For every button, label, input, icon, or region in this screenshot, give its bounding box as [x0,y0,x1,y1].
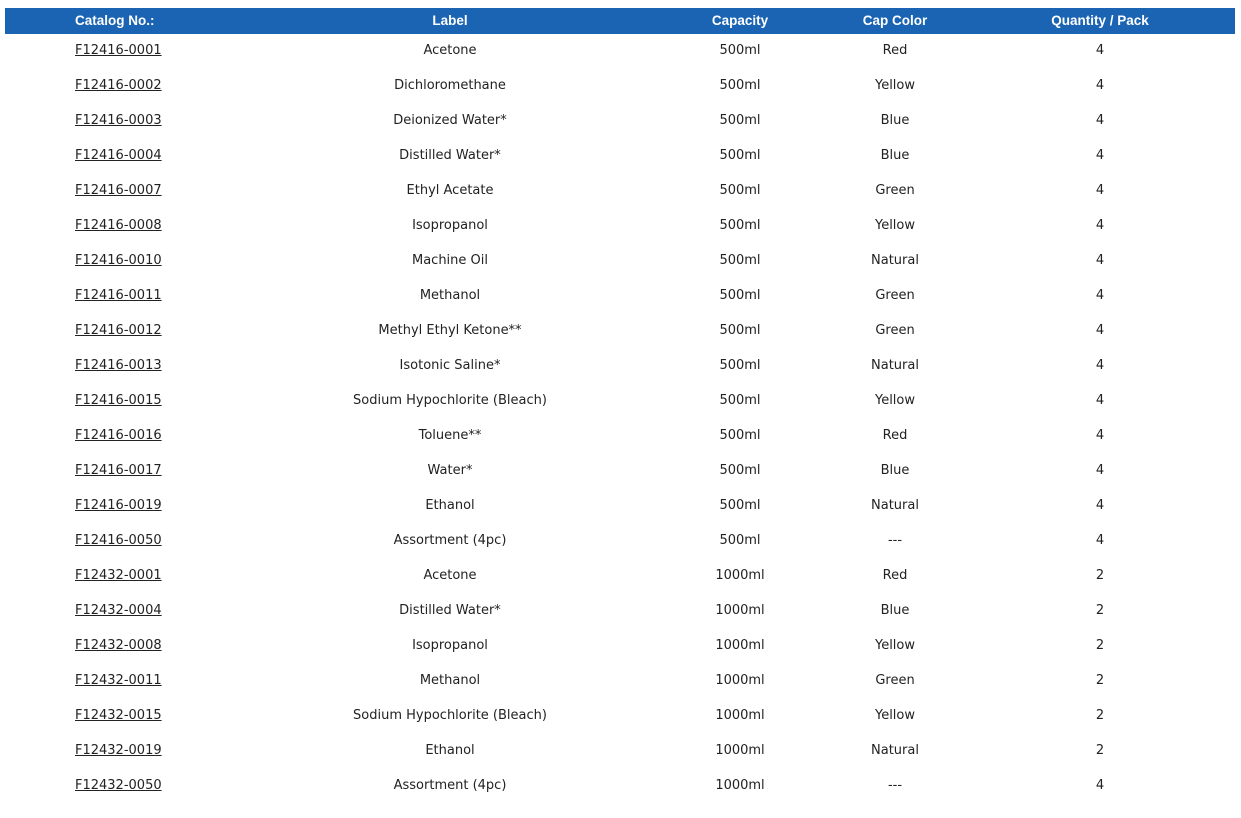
header-row [5,8,1235,34]
table-row [5,629,1235,664]
catalog-cell [5,524,245,559]
quantity-cell: 2 [1095,673,1105,688]
catalog-cell [5,769,245,804]
catalog-link[interactable]: F12416-0019 [75,498,162,513]
quantity-cell: 4 [1095,148,1105,163]
label-cell: Isopropanol [412,638,488,653]
label-cell: Toluene** [418,428,482,443]
catalog-cell [5,139,245,174]
cap-color-cell: Blue [880,113,910,128]
table-row [5,139,1235,174]
catalog-cell [5,209,245,244]
label-cell: Water* [427,463,473,478]
catalog-link[interactable]: F12416-0012 [75,323,162,338]
cap-color-cell: Yellow [874,393,916,408]
catalog-link[interactable]: F12416-0007 [75,183,162,198]
catalog-link[interactable]: F12416-0015 [75,393,162,408]
catalog-cell [5,734,245,769]
catalog-link[interactable]: F12416-0004 [75,148,162,163]
label-cell: Acetone [423,43,477,58]
catalog-cell [5,34,245,69]
header-capacity: Capacity [711,13,769,28]
catalog-cell [5,454,245,489]
catalog-cell [5,279,245,314]
capacity-cell: 500ml [719,113,761,128]
capacity-cell: 500ml [719,358,761,373]
table-body [5,34,1235,804]
quantity-cell: 2 [1095,603,1105,618]
table-row [5,244,1235,279]
catalog-cell [5,384,245,419]
catalog-link[interactable]: F12416-0050 [75,533,162,548]
catalog-cell [5,174,245,209]
capacity-cell: 500ml [719,183,761,198]
capacity-cell: 500ml [719,288,761,303]
capacity-cell: 500ml [719,148,761,163]
cap-color-cell: Red [882,568,908,583]
cap-color-cell: Green [875,673,915,688]
table-row [5,489,1235,524]
quantity-cell: 4 [1095,78,1105,93]
cap-color-cell: Green [875,323,915,338]
catalog-cell [5,419,245,454]
header-cap-color: Cap Color [862,13,928,28]
quantity-cell: 2 [1095,638,1105,653]
header-label: Label [432,13,468,28]
label-cell: Dichloromethane [394,78,506,93]
capacity-cell: 500ml [719,218,761,233]
catalog-link[interactable]: F12432-0015 [75,708,162,723]
table-row [5,454,1235,489]
capacity-cell: 500ml [719,253,761,268]
quantity-cell: 4 [1095,288,1105,303]
capacity-cell: 500ml [719,463,761,478]
quantity-cell: 4 [1095,113,1105,128]
capacity-cell: 500ml [719,43,761,58]
catalog-link[interactable]: F12416-0008 [75,218,162,233]
table-row [5,279,1235,314]
table-row [5,174,1235,209]
capacity-cell: 1000ml [715,568,765,583]
quantity-cell: 4 [1095,358,1105,373]
catalog-link[interactable]: F12432-0050 [75,778,162,793]
label-cell: Assortment (4pc) [393,778,507,793]
cap-color-cell: --- [887,778,903,793]
catalog-link[interactable]: F12432-0001 [75,568,162,583]
catalog-link[interactable]: F12416-0002 [75,78,162,93]
label-cell: Methanol [419,288,481,303]
cap-color-cell: Natural [871,498,919,513]
cap-color-cell: Natural [871,358,919,373]
catalog-cell [5,314,245,349]
table-row [5,419,1235,454]
catalog-link[interactable]: F12432-0011 [75,673,162,688]
cap-color-cell: Blue [880,463,910,478]
capacity-cell: 500ml [719,393,761,408]
cap-color-cell: Blue [880,603,910,618]
catalog-link[interactable]: F12416-0003 [75,113,162,128]
label-cell: Isotonic Saline* [399,358,501,373]
capacity-cell: 1000ml [715,673,765,688]
cap-color-cell: Yellow [874,638,916,653]
quantity-cell: 4 [1095,393,1105,408]
catalog-cell [5,69,245,104]
quantity-cell: 4 [1095,218,1105,233]
table-row [5,349,1235,384]
quantity-cell: 4 [1095,43,1105,58]
catalog-cell [5,594,245,629]
table-row [5,664,1235,699]
catalog-link[interactable]: F12416-0016 [75,428,162,443]
table-row [5,314,1235,349]
cap-color-cell: Yellow [874,708,916,723]
table-row [5,384,1235,419]
capacity-cell: 500ml [719,78,761,93]
catalog-cell [5,664,245,699]
table-row [5,594,1235,629]
catalog-link[interactable]: F12416-0013 [75,358,162,373]
label-cell: Acetone [423,568,477,583]
table-row [5,524,1235,559]
product-table [5,8,1235,804]
capacity-cell: 500ml [719,323,761,338]
label-cell: Assortment (4pc) [393,533,507,548]
table-row [5,209,1235,244]
quantity-cell: 4 [1095,428,1105,443]
cap-color-cell: Yellow [874,218,916,233]
capacity-cell: 1000ml [715,603,765,618]
cap-color-cell: Red [882,43,908,58]
capacity-cell: 500ml [719,498,761,513]
capacity-cell: 1000ml [715,743,765,758]
label-cell: Distilled Water* [399,603,501,618]
cap-color-cell: Red [882,428,908,443]
label-cell: Methyl Ethyl Ketone** [378,323,522,338]
catalog-cell [5,559,245,594]
quantity-cell: 4 [1095,463,1105,478]
table-row [5,734,1235,769]
table-row [5,699,1235,734]
catalog-link[interactable]: F12432-0004 [75,603,162,618]
quantity-cell: 2 [1095,743,1105,758]
catalog-cell [5,104,245,139]
catalog-link[interactable]: F12432-0008 [75,638,162,653]
capacity-cell: 500ml [719,428,761,443]
catalog-cell [5,349,245,384]
label-cell: Distilled Water* [399,148,501,163]
quantity-cell: 2 [1095,708,1105,723]
quantity-cell: 4 [1095,778,1105,793]
table-row [5,104,1235,139]
quantity-cell: 2 [1095,568,1105,583]
table-row [5,34,1235,69]
quantity-cell: 4 [1095,323,1105,338]
table-row [5,69,1235,104]
cap-color-cell: --- [887,533,903,548]
capacity-cell: 1000ml [715,708,765,723]
catalog-cell [5,244,245,279]
cap-color-cell: Blue [880,148,910,163]
table-row [5,769,1235,804]
label-cell: Sodium Hypochlorite (Bleach) [353,708,547,723]
quantity-cell: 4 [1095,253,1105,268]
cap-color-cell: Green [875,288,915,303]
label-cell: Isopropanol [412,218,488,233]
quantity-cell: 4 [1095,183,1105,198]
label-cell: Sodium Hypochlorite (Bleach) [353,393,547,408]
capacity-cell: 1000ml [715,638,765,653]
catalog-cell [5,699,245,734]
catalog-link[interactable]: F12416-0011 [75,288,162,303]
catalog-link[interactable]: F12416-0017 [75,463,162,478]
capacity-cell: 1000ml [715,778,765,793]
label-cell: Deionized Water* [393,113,507,128]
label-cell: Methanol [419,673,481,688]
label-cell: Machine Oil [411,253,488,268]
catalog-link[interactable]: F12416-0001 [75,43,162,58]
catalog-link[interactable]: F12416-0010 [75,253,162,268]
quantity-cell: 4 [1095,498,1105,513]
label-cell: Ethanol [425,498,475,513]
quantity-cell: 4 [1095,533,1105,548]
cap-color-cell: Green [875,183,915,198]
cap-color-cell: Natural [871,253,919,268]
label-cell: Ethyl Acetate [406,183,494,198]
capacity-cell: 500ml [719,533,761,548]
cap-color-cell: Yellow [874,78,916,93]
catalog-cell [5,629,245,664]
cap-color-cell: Natural [871,743,919,758]
header-quantity: Quantity / Pack [1051,13,1149,28]
product-table-container [5,8,1235,804]
catalog-link[interactable]: F12432-0019 [75,743,162,758]
catalog-cell [5,489,245,524]
table-header [5,8,1235,34]
header-catalog: Catalog No.: [75,13,155,28]
label-cell: Ethanol [425,743,475,758]
table-row [5,559,1235,594]
